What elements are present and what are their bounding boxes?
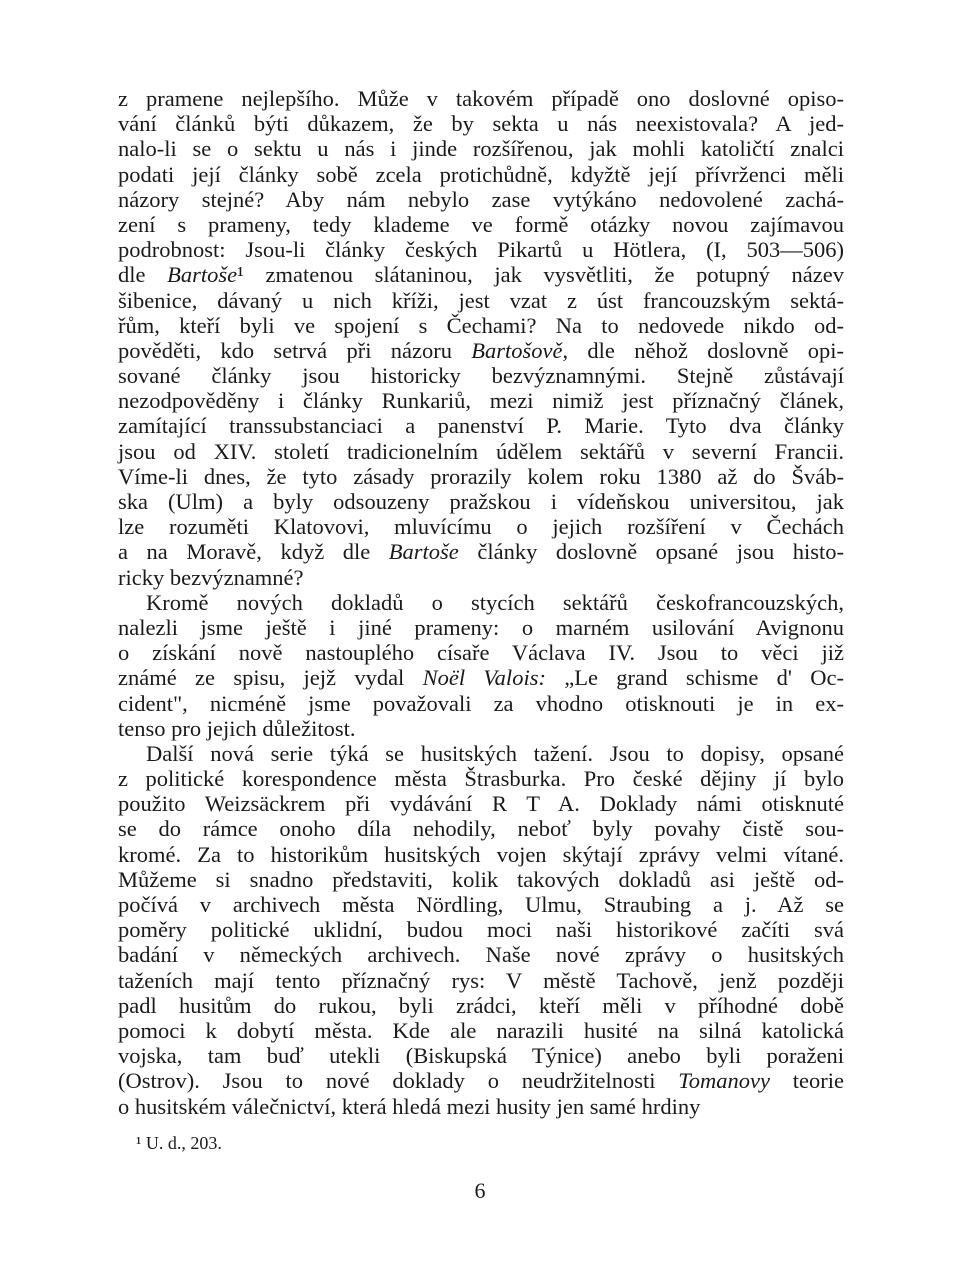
text-line: dle Bartoše¹ zmatenou slátaninou, jak vysvětliti, že potupný název xyxy=(118,262,844,288)
italic-name: Tomanovy xyxy=(678,1068,770,1094)
text-line: pověděti, kdo setrvá při názoru Bartošově, dle něhož doslovně opi- xyxy=(118,337,844,363)
text-line: použito Weizsäckrem při vydávání R T A. Doklady námi otisknuté xyxy=(118,791,844,817)
text-line: pomoci k dobytí města. Kde ale narazili husité na silná katolická xyxy=(118,1017,844,1043)
text-line: podrobnost: Jsou-li články českých Pikartů u Hötlera, (I, 503—506) xyxy=(118,237,844,263)
text-line: nezodpověděny i články Runkariů, mezi nimiž jest příznačný článek, xyxy=(118,388,844,414)
italic-name: Noël Valois: xyxy=(422,665,546,691)
text-line: šibenice, dávaný u nich kříži, jest vzat z úst francouzským sektá- xyxy=(118,287,844,313)
text-line: ricky bezvýznamné? xyxy=(118,564,304,590)
text-body xyxy=(118,86,844,1119)
text-line: zení s prameny, tedy klademe ve formě otázky novou zajímavou xyxy=(118,211,844,237)
text-line: názory stejné? Aby nám nebylo zase vytýkáno nedovolené zachá- xyxy=(118,186,844,212)
text-line: nalo-li se o sektu u nás i jinde rozšířenou, jak mohli katoličtí znalci xyxy=(118,136,844,162)
text-line: Víme-li dnes, že tyto zásady prorazily kolem roku 1380 až do Šváb- xyxy=(118,463,844,489)
text-line: nalezli jsme ještě i jiné prameny: o marném usilování Avignonu xyxy=(118,614,844,640)
text-line: a na Moravě, když dle Bartoše články doslovně opsané jsou histo- xyxy=(118,539,844,565)
text-line: cident", nicméně jsme považovali za vhodno otisknouti je in ex- xyxy=(118,690,844,716)
text-line: tenso pro jejich důležitost. xyxy=(118,715,356,741)
text-line: poměry politické uklidní, budou moci naši historikové začíti svá xyxy=(118,917,844,943)
text-line: řům, kteří byli ve spojení s Čechami? Na to nedovede nikdo od- xyxy=(118,312,844,338)
text-line: kromé. Za to historikům husitských vojen skýtají zprávy velmi vítané. xyxy=(118,841,844,867)
text-line: (Ostrov). Jsou to nové doklady o neudržitelnosti Tomanovy teorie xyxy=(118,1068,845,1094)
page-number: 6 xyxy=(474,1178,486,1203)
text-line: padl husitům do rukou, byli zrádci, kteří měli v příhodné době xyxy=(118,992,844,1018)
text-line: Další nová serie týká se husitských tažení. Jsou to dopisy, opsané xyxy=(146,740,844,766)
text-line: podati její články sobě zcela protichůdně, kdyžtě její přívrženci měli xyxy=(118,161,844,187)
text-line: badání v německých archivech. Naše nové zprávy o husitských xyxy=(118,942,844,968)
text-line: o husitském válečnictví, která hledá mezi husity jen samé hrdiny xyxy=(118,1093,701,1119)
text-line: z pramene nejlepšího. Může v takovém případě ono doslovné opiso- xyxy=(118,86,844,111)
text-line: Můžeme si snadno představiti, kolik takových dokladů asi ještě od- xyxy=(118,866,844,892)
italic-name: Bartoše xyxy=(388,539,459,565)
text-line: známé ze spisu, jejž vydal Noël Valois: „Le grand schisme d' Oc- xyxy=(118,665,845,691)
italic-name: Bartošově xyxy=(471,337,563,363)
text-line: ska (Ulm) a byly odsouzeny pražskou i vídeňskou universitou, jak xyxy=(118,489,844,514)
text-line: počívá v archivech města Nördling, Ulmu, Straubing a j. Až se xyxy=(118,892,844,917)
text-line: jsou od XIV. století tradicionelním údělem sektářů v severní Francii. xyxy=(118,438,844,464)
text-line: lze rozuměti Klatovovi, mluvícímu o jejich rozšíření v Čechách xyxy=(118,514,844,540)
text-line: taženích mají tento příznačný rys: V městě Tachově, jenž později xyxy=(118,967,844,993)
text-line: sované články jsou historicky bezvýznamnými. Stejně zůstávají xyxy=(118,363,844,389)
text-line: vání článků býti důkazem, že by sekta u nás neexistovala? A jed- xyxy=(118,111,844,137)
footnote: ¹ U. d., 203. xyxy=(136,1133,222,1153)
text-line: se do rámce onoho díla nehodily, neboť byly povahy čistě sou- xyxy=(118,816,844,842)
text-line: zamítající transsubstanciaci a panenství P. Marie. Tyto dva články xyxy=(118,413,844,439)
italic-name: Bartoše xyxy=(167,262,238,288)
text-line: o získání nově nastouplého císaře Václava IV. Jsou to věci již xyxy=(118,640,844,666)
text-line: z politické korespondence města Štrasburka. Pro české dějiny jí bylo xyxy=(118,766,844,792)
text-line: Kromě nových dokladů o stycích sektářů českofrancouzských, xyxy=(146,589,844,615)
text-line: vojska, tam buď utekli (Biskupská Týnice) anebo byli poraženi xyxy=(118,1043,844,1069)
